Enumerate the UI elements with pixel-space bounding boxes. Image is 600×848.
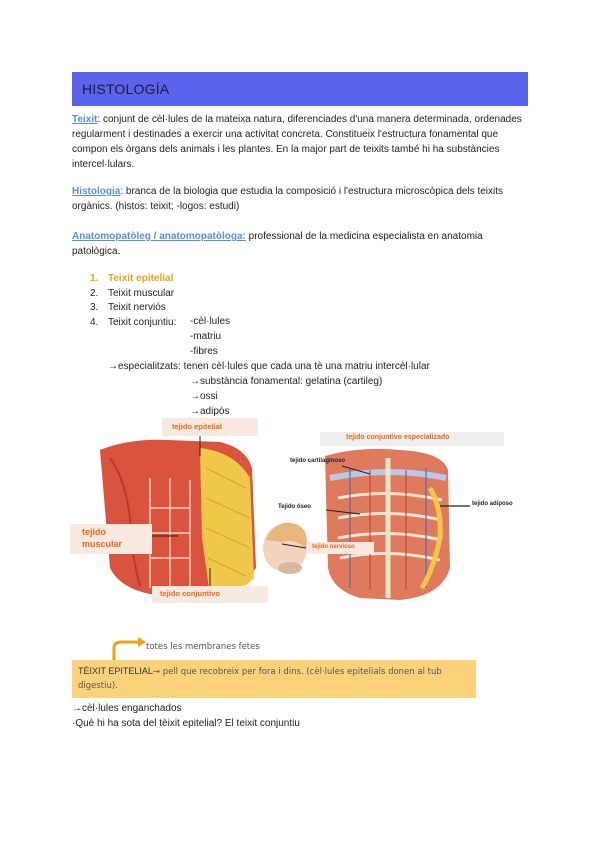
bottom-line: ·Què hi ha sota del tèixit epitelial? El teixit conjuntiu <box>72 718 300 729</box>
especialitzats-item: →substància fonamental: gelatina (cartileg) <box>190 376 383 387</box>
page-title: HISTOLOGÍA <box>72 72 528 106</box>
label-epitelial: tejido epitelial <box>172 422 223 431</box>
especialitzats-line: →especialitzats: tenen cèl·lules que cada una tè una matriu intercèl·lular <box>108 361 430 372</box>
conjuntiu-item: -matriu <box>190 331 222 342</box>
term-histologia[interactable]: Histologia <box>72 186 121 197</box>
annotation-text: totes les membranes fetes <box>146 642 260 652</box>
list-item: 4. Teixit conjuntiu: <box>90 316 177 328</box>
term-teixit[interactable]: Teixit <box>72 114 98 125</box>
list-item: 2. Teixit muscular <box>90 287 175 299</box>
label-nervioso: tejido nervioso <box>312 544 355 550</box>
conjuntiu-item: -cèl·lules <box>190 316 231 327</box>
conjuntiu-item: -fibres <box>190 346 218 357</box>
definition-text: : conjunt de cèl·lules de la mateixa natura, diferenciades d'una manera determinada, ordenades regularment i destinades a exercir una activitat concreta. Constitueix l'estructura fonamental que compon els òrgans dels animals i les plantes. En la major part de teixits també hi ha substàncies intercel·lulars. <box>72 114 522 170</box>
list-item: 1. Teixit epitelial <box>90 273 174 284</box>
definition-text: : branca de la biologia que estudia la composició i l'estructura microscòpica dels teixits orgànics. (histos: teixit; -logos: estudi) <box>72 186 503 212</box>
anatomy-figure <box>70 418 520 613</box>
label-adiposo: tejido adiposo <box>472 501 513 507</box>
label-conjuntivo: tejido conjuntivo <box>160 589 220 598</box>
note-box <box>72 660 476 698</box>
label-cartilaginoso: tejido cartilaginoso <box>290 458 346 464</box>
note-text: → pell que recobreix per fora i dins. (cèl·lules epitelials donen al tub digestiu). <box>78 667 442 691</box>
tissue-list <box>90 272 176 330</box>
especialitzats-item: →ossi <box>190 391 218 402</box>
bottom-line: →cèl·lules enganchados <box>72 703 182 714</box>
definition-histologia <box>72 184 532 214</box>
note-heading: TÈIXIT EPITELIAL <box>78 666 153 676</box>
label-muscular: muscular <box>82 539 123 549</box>
anatomy-illustration <box>70 418 520 613</box>
definition-anatomopatoleg <box>72 229 532 259</box>
definition-text: professional de la medicina especialista en anatomia patològica. <box>72 231 483 257</box>
term-anatomopatoleg[interactable]: Anatomopatòleg / anatomopatòloga: <box>72 231 246 242</box>
label-especializado: tejido conjuntivo especializado <box>346 434 450 441</box>
label-muscular: tejido <box>82 527 106 537</box>
definition-teixit <box>72 112 532 172</box>
label-oseo: Tejido óseo <box>278 504 311 510</box>
list-item: 3. Teixit nerviós <box>90 302 166 314</box>
especialitzats-item: →adipòs <box>190 406 230 417</box>
